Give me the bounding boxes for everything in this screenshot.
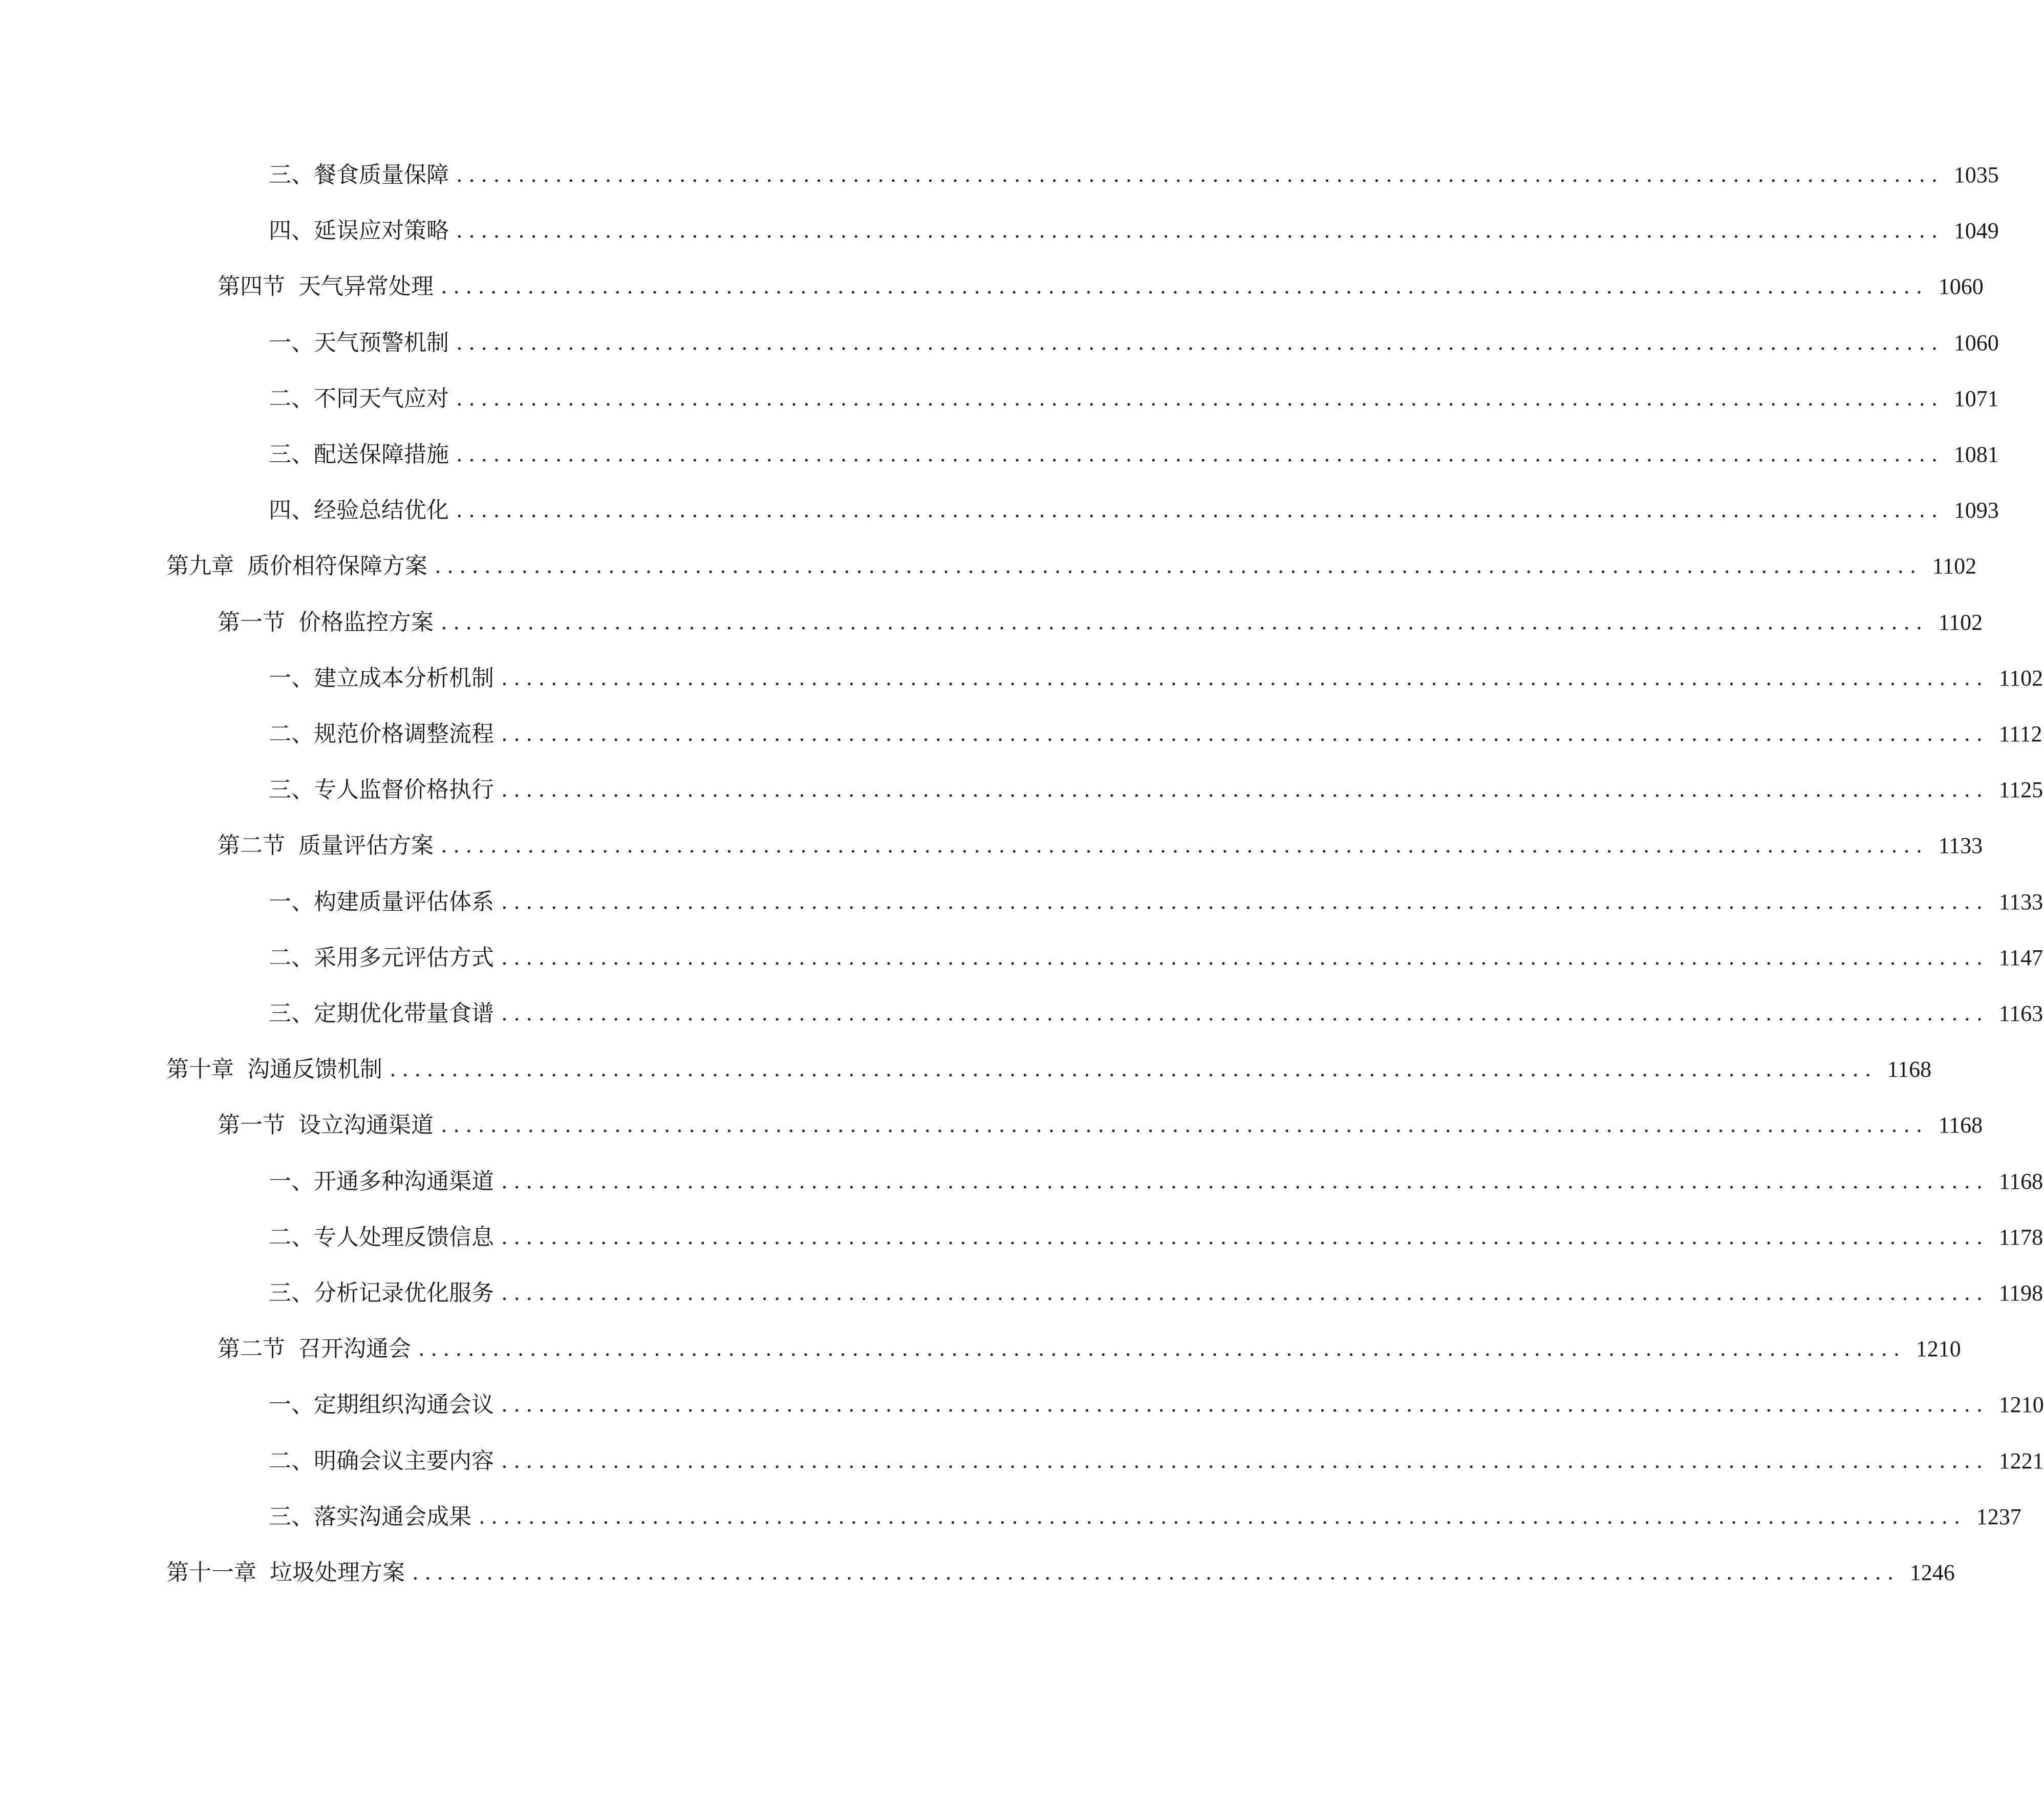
toc-entry[interactable] bbox=[269, 708, 2042, 749]
toc-entry[interactable] bbox=[269, 372, 1999, 413]
toc-entry-number: 一、 bbox=[269, 665, 314, 691]
toc-entry-title: 召开沟通会 bbox=[298, 1336, 411, 1362]
toc-entry-page-number: 1246 bbox=[1909, 1560, 1955, 1585]
dot-leader: ........................................................................................................................ bbox=[441, 1114, 1928, 1138]
toc-entry-page-number: 1112 bbox=[1998, 721, 2042, 746]
dot-leader: ........................................................................................................................ bbox=[456, 387, 1944, 411]
toc-entry-number: 三、 bbox=[269, 1280, 314, 1306]
toc-entry-page-number: 1133 bbox=[1998, 889, 2043, 914]
dot-leader: ........................................................................................................................ bbox=[441, 275, 1928, 299]
toc-entry-page-number: 1210 bbox=[1916, 1336, 1961, 1362]
dot-leader: ........................................................................................................................ bbox=[501, 946, 1989, 970]
toc-entry-number: 第一节 bbox=[218, 1112, 285, 1139]
dot-leader: ........................................................................................................................ bbox=[456, 443, 1944, 466]
dot-leader: ........................................................................................................................ bbox=[441, 610, 1928, 634]
toc-entry-number: 第九章 bbox=[166, 553, 234, 580]
dot-leader: ........................................................................................................................ bbox=[456, 219, 1944, 243]
toc-entry-number: 二、 bbox=[269, 385, 314, 412]
toc-entry[interactable] bbox=[218, 819, 1983, 860]
toc-entry-number: 三、 bbox=[269, 162, 314, 188]
toc-entry-page-number: 1060 bbox=[1938, 274, 1984, 300]
toc-entry[interactable] bbox=[269, 1378, 2044, 1419]
dot-leader: ........................................................................................................................ bbox=[412, 1561, 1900, 1585]
toc-entry-title: 设立沟通渠道 bbox=[298, 1112, 434, 1139]
toc-entry-page-number: 1198 bbox=[1998, 1280, 2043, 1306]
toc-entry-number: 二、 bbox=[269, 1224, 314, 1250]
toc-entry[interactable] bbox=[269, 1155, 2043, 1196]
toc-entry-page-number: 1168 bbox=[1938, 1113, 1983, 1138]
toc-entry-number: 一、 bbox=[269, 888, 314, 915]
toc-entry-title: 构建质量评估体系 bbox=[314, 888, 494, 915]
toc-entry-number: 二、 bbox=[269, 721, 314, 747]
toc-entry-page-number: 1102 bbox=[1998, 665, 2043, 691]
dot-leader: ........................................................................................................................ bbox=[501, 890, 1989, 914]
toc-entry-title: 开通多种沟通渠道 bbox=[314, 1168, 494, 1194]
toc-entry[interactable] bbox=[218, 596, 1983, 637]
toc-entry-title: 定期优化带量食谱 bbox=[314, 1000, 494, 1027]
dot-leader: ........................................................................................................................ bbox=[501, 1002, 1989, 1025]
toc-entry-title: 价格监控方案 bbox=[298, 609, 434, 635]
toc-entry[interactable] bbox=[218, 260, 1984, 301]
toc-entry-number: 一、 bbox=[269, 1392, 314, 1418]
toc-entry-number: 第二节 bbox=[218, 832, 285, 859]
toc-entry-number: 三、 bbox=[269, 1000, 314, 1027]
toc-entry-title: 延误应对策略 bbox=[314, 218, 449, 244]
toc-entry-page-number: 1147 bbox=[1998, 945, 2043, 970]
toc-entry-title: 分析记录优化服务 bbox=[314, 1280, 494, 1306]
dot-leader: ........................................................................................................................ bbox=[501, 1393, 1989, 1417]
toc-entry[interactable] bbox=[269, 428, 1999, 469]
toc-entry[interactable] bbox=[218, 1322, 1961, 1363]
toc-entry-page-number: 1049 bbox=[1953, 218, 1999, 244]
dot-leader: ........................................................................................................................ bbox=[456, 499, 1944, 523]
toc-entry[interactable] bbox=[269, 875, 2043, 916]
toc-entry-title: 专人监督价格执行 bbox=[314, 777, 494, 803]
toc-entry-page-number: 1178 bbox=[1998, 1224, 2043, 1250]
toc-entry-page-number: 1163 bbox=[1998, 1001, 2043, 1026]
toc-entry-title: 规范价格调整流程 bbox=[314, 721, 494, 747]
dot-leader: ........................................................................................................................ bbox=[390, 1058, 1877, 1082]
toc-entry-title: 建立成本分析机制 bbox=[314, 665, 494, 691]
toc-entry-title: 沟通反馈机制 bbox=[247, 1056, 382, 1083]
toc-entry-number: 第十章 bbox=[166, 1056, 234, 1083]
dot-leader: ........................................................................................................................ bbox=[435, 554, 1922, 579]
dot-leader: ........................................................................................................................ bbox=[501, 666, 1989, 690]
toc-entry[interactable] bbox=[269, 652, 2043, 693]
toc-entry[interactable] bbox=[269, 484, 1999, 525]
toc-entry[interactable] bbox=[166, 540, 1977, 581]
toc-entry[interactable] bbox=[269, 931, 2043, 972]
toc-entry[interactable] bbox=[269, 316, 1999, 357]
toc-entry[interactable] bbox=[269, 763, 2043, 804]
toc-entry-title: 定期组织沟通会议 bbox=[314, 1392, 494, 1418]
toc-entry-number: 三、 bbox=[269, 441, 314, 467]
dot-leader: ........................................................................................................................ bbox=[456, 163, 1944, 187]
toc-entry[interactable] bbox=[269, 1211, 2043, 1252]
dot-leader: ........................................................................................................................ bbox=[479, 1505, 1966, 1529]
toc-entry-title: 经验总结优化 bbox=[314, 497, 449, 524]
toc-entry[interactable] bbox=[269, 987, 2043, 1028]
toc-entry-page-number: 1125 bbox=[1998, 777, 2043, 803]
toc-entry[interactable] bbox=[269, 1435, 2044, 1476]
toc-entry-page-number: 1102 bbox=[1938, 609, 1983, 635]
toc-entry-number: 一、 bbox=[269, 329, 314, 356]
toc-entry-number: 四、 bbox=[269, 497, 314, 524]
dot-leader: ........................................................................................................................ bbox=[501, 1449, 1989, 1473]
toc-entry[interactable] bbox=[166, 1546, 1955, 1587]
toc-entry-page-number: 1133 bbox=[1938, 833, 1983, 859]
toc-entry-page-number: 1035 bbox=[1953, 162, 1999, 187]
toc-entry-title: 落实沟通会成果 bbox=[314, 1503, 471, 1530]
toc-entry-page-number: 1071 bbox=[1953, 386, 1999, 411]
toc-entry-title: 质量评估方案 bbox=[298, 832, 434, 859]
toc-entry-number: 三、 bbox=[269, 777, 314, 803]
toc-entry-title: 配送保障措施 bbox=[314, 441, 449, 467]
toc-entry-page-number: 1221 bbox=[1998, 1448, 2044, 1473]
toc-entry-title: 采用多元评估方式 bbox=[314, 944, 494, 971]
toc-entry-page-number: 1102 bbox=[1932, 553, 1977, 579]
toc-entry-title: 不同天气应对 bbox=[314, 385, 449, 412]
toc-entry-title: 质价相符保障方案 bbox=[247, 553, 427, 580]
dot-leader: ........................................................................................................................ bbox=[501, 1225, 1989, 1249]
dot-leader: ........................................................................................................................ bbox=[418, 1337, 1906, 1361]
toc-entry-number: 二、 bbox=[269, 1447, 314, 1474]
toc-entry[interactable] bbox=[269, 1490, 2021, 1531]
toc-entry-title: 专人处理反馈信息 bbox=[314, 1224, 494, 1250]
toc-entry-number: 第四节 bbox=[218, 273, 285, 300]
toc-entry-number: 二、 bbox=[269, 944, 314, 971]
dot-leader: ........................................................................................................................ bbox=[441, 834, 1928, 858]
toc-entry-page-number: 1168 bbox=[1998, 1168, 2043, 1194]
toc-entry-number: 三、 bbox=[269, 1503, 314, 1530]
toc-entry-page-number: 1237 bbox=[1976, 1504, 2021, 1529]
toc-entry-title: 明确会议主要内容 bbox=[314, 1447, 494, 1474]
toc-entry[interactable] bbox=[218, 1099, 1983, 1140]
toc-entry-page-number: 1081 bbox=[1953, 442, 1999, 467]
toc-entry-page-number: 1210 bbox=[1998, 1392, 2044, 1418]
toc-entry-title: 天气预警机制 bbox=[314, 329, 449, 356]
toc-entry[interactable] bbox=[166, 1043, 1932, 1084]
toc-entry-number: 第十一章 bbox=[166, 1559, 256, 1586]
toc-entry-number: 第二节 bbox=[218, 1336, 285, 1362]
dot-leader: ........................................................................................................................ bbox=[501, 1281, 1989, 1305]
toc-entry-number: 一、 bbox=[269, 1168, 314, 1194]
dot-leader: ........................................................................................................................ bbox=[501, 722, 1989, 746]
toc-entry[interactable] bbox=[269, 1267, 2043, 1308]
toc-entry-number: 四、 bbox=[269, 218, 314, 244]
dot-leader: ........................................................................................................................ bbox=[456, 331, 1944, 355]
toc-entry-number: 第一节 bbox=[218, 609, 285, 635]
toc-entry-title: 天气异常处理 bbox=[298, 273, 434, 300]
toc-entry[interactable] bbox=[269, 204, 1999, 245]
toc-entry-title: 垃圾处理方案 bbox=[270, 1559, 405, 1586]
dot-leader: ........................................................................................................................ bbox=[501, 778, 1989, 802]
toc-entry-page-number: 1093 bbox=[1953, 498, 1999, 523]
toc-entry-page-number: 1168 bbox=[1887, 1057, 1932, 1082]
toc-entry-page-number: 1060 bbox=[1953, 330, 1999, 355]
toc-entry[interactable] bbox=[269, 148, 1999, 189]
dot-leader: ........................................................................................................................ bbox=[501, 1169, 1989, 1193]
toc-entry-title: 餐食质量保障 bbox=[314, 162, 449, 188]
